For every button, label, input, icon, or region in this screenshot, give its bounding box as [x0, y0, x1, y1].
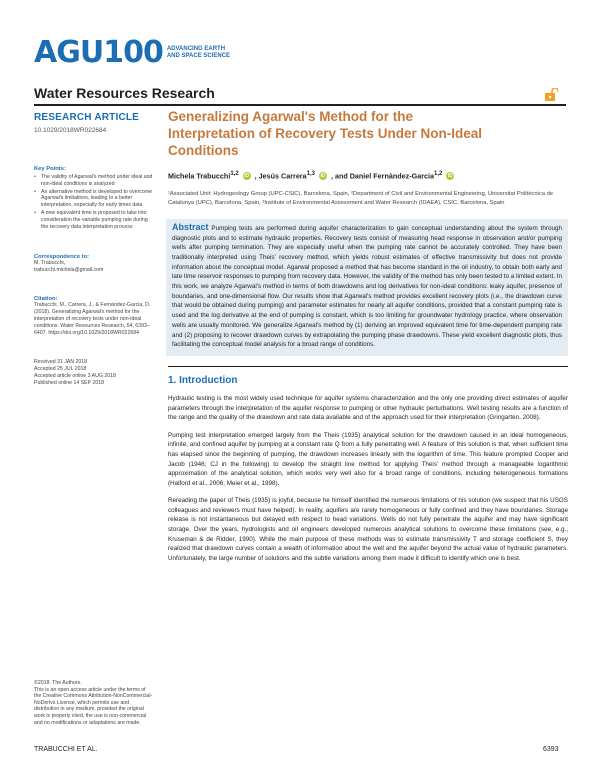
affiliations: ¹Associated Unit: Hydrogeology Group (UPC-CSIC), Barcelona, Spain, ²Department of Civil and Environmental Engineering, Universitat Politècnica de Catalunya (UPC), Barcelona, Spain, ³Institute of Environmental Assessment and Water Research (IDAEA), CSIC, Barcelona, Spain [168, 191, 554, 206]
correspondence-label: Correspondence to: [34, 254, 90, 261]
page-number: 6393 [543, 746, 559, 753]
body-paragraph: Rereading the paper of Theis (1935) is joyful, because he himself identified the numerous limitations of his solution (we suspect that his USGS colleagues and reviewers must have helped). In reality, aquifers are rarely homogeneous or fully confined and they have boundaries. Storage release is not instantaneous but delayed with respect to head variations. Wells do not fully penetrate the aquifer and may have significant storage. Over the years, hydrologists and oil engineers developed numerous analytical solutions to overcome these limitations (see, e.g., Kruseman & de Ridder, 1990). While the main purpose of these methods was to estimate transmissivity T and storage coefficient S, they realized that drawdown curves contain a wealth of information about the well and the aquifer beyond the actual value of hydraulic parameters. Unfortunately, the large number of solutions and the subtle variations among them made it difficult to identify which one is best. [168, 497, 568, 562]
license-text: This is an open access article under the terms of the Creative Commons Attribution-NonCommercial-NoDerivs License, which permits use and distribution in any medium, provided the original work is properly cited, the use is non-commercial and no modifications or adaptations are made. [34, 686, 153, 726]
citation-text: Trabucchi, M., Carrera, J., & Fernàndez-Garcia, D. (2018). Generalizing Agarwal's method for the interpretation of recovery tests under non-ideal conditions. Water Resources Research, 54, 6393–6407. https://doi.org/10.1029/2018WR022684 [34, 302, 151, 337]
key-point-item: • The validity of Agarwal's method under ideal and non-ideal conditions is analyzed [34, 174, 154, 188]
article-type: RESEARCH ARTICLE [34, 112, 140, 123]
logo-mark [34, 35, 163, 70]
date-published: Published online 14 SEP 2018 [34, 380, 104, 387]
logo-agu-text: AGU [34, 35, 104, 70]
key-points-list [34, 174, 154, 230]
correspondence-name: M. Trabucchi, [34, 260, 66, 267]
running-footer-authors: TRABUCCHI ET AL. [34, 746, 98, 753]
abstract-paragraph [172, 223, 562, 350]
page-header [0, 0, 600, 110]
article-title: Generalizing Agarwal's Method for the Interpretation of Recovery Tests Under Non-Ideal Conditions [168, 109, 483, 158]
abstract-box [166, 219, 568, 356]
logo-tagline: ADVANCING EARTH AND SPACE SCIENCE [166, 46, 231, 59]
citation-label: Citation: [34, 296, 58, 303]
key-point-item: • An alternative method is developed to overcome Agarwal's limitations, leading to a better interpretation, especially for early times data [34, 189, 154, 209]
body-paragraph: Pumping test interpretation emerged largely from the Theis (1935) analytical solution for the drawdown caused in an ideal homogeneous, infinite, and confined aquifer by pumping at a constant rate Q from a fully penetrating well. A feature of this solution is that, when sufficient time has elapsed since the beginning of pumping, the drawdown increases linearly with the logarithm of time. This feature prompted Cooper and Jacob (1946; CJ in the following) to develop the straight line method for applying Theis' method through a manageable logarithmic approximation of the analytical solution, which works very well also for a broad range of conditions, including heterogeneous formations (Halford et al., 2006; Meier et al., 1998). [168, 431, 568, 487]
abstract-label: Abstract [172, 221, 209, 232]
date-accepted-online: Accepted article online 3 AUG 2018 [34, 373, 116, 380]
journal-title: Water Resources Research [34, 85, 215, 101]
article-doi[interactable]: 10.1029/2018WR022684 [34, 127, 107, 134]
orcid-icon[interactable]: iD [320, 172, 326, 179]
date-accepted: Accepted 25 JUL 2018 [34, 366, 87, 373]
author-2: , Jesús Carrera$^{1,3}$ [254, 171, 315, 181]
correspondence-email[interactable]: trabucchi.michela@gmail.com [34, 267, 104, 274]
article-sidebar [34, 112, 154, 387]
article-main [168, 108, 568, 563]
logo-100-text: 100 [103, 35, 163, 70]
orcid-icon[interactable]: iD [244, 172, 250, 179]
section-divider [168, 366, 568, 367]
section-title-introduction: 1. Introduction [168, 374, 238, 386]
body-paragraph: Hydraulic testing is the most widely used technique for aquifer systems characterization and the only one providing direct estimates of aquifer parameters through the interpretation of the aquifer response to pumping or other hydraulic perturbations. Well testing results are a function of the range and the quality of the drawdown and rate data available and of the approach used for their interpretation (Gringarten, 2008). [168, 394, 568, 422]
key-points-label: Key Points: [34, 166, 66, 172]
date-received: Received 31 JAN 2018 [34, 359, 88, 366]
license-notice [34, 680, 154, 726]
author-3: , and Daniel Fernàndez-Garcia$^{1,2}$ [330, 171, 443, 181]
copyright-line: ©2018. The Authors. [34, 680, 82, 686]
agu100-logo [34, 35, 237, 70]
author-1: Michela Trabucchi$^{1,2}$ [168, 171, 239, 181]
key-point-item: • A new equivalent time is proposed to take into consideration the variable pumping rate during the recovery data interpretation process [34, 210, 154, 230]
abstract-text: Pumping tests are performed during aquifer characterization to gain conceptual understanding about the system through diagnostic plots and to estimate hydraulic properties. Recovery tests consist of measuring head response in observation and/or pumping wells after pumping termination. They are especially useful when the pumping rate cannot be accurately controlled. They have been traditionally interpreted using Theis' recovery method, which yields robust estimates of effective transmissivity but does not provide information about the conceptual model. Agarwal proposed a method that has become standard in the oil industry, to obtain both early and late time reservoir responses to pumping from recovery data. However, the validity of the method has only been tested to a limited extent. In this work, we analyze Agarwal's method in terms of both drawdowns and log derivatives for non-ideal conditions: leaky aquifer, presence of boundaries, and one-dimensional flow. Our results show that Agarwal's method provides excellent recovery plots (i.e., the drawdown curve that would be obtained during pumping) and parameter estimates for nearly all aquifer conditions, provided that a constant pumping rate is used and the log derivative at the end of pumping is constant, which is too limiting for groundwater hydrology practice, where observation wells are usually monitored. We generalize Agarwal's method by (1) deriving an improved equivalent time for time-dependent pumping rate and (2) proposing to recover drawdown curves by extrapolating the pumping phase drawdowns. These yield excellent diagnostic plots, thus facilitating the conceptual model analysis for a broad range of conditions. [172, 224, 562, 349]
publication-dates [34, 359, 154, 387]
header-divider [34, 104, 566, 106]
orcid-icon[interactable]: iD [447, 172, 453, 179]
open-access-lock-icon [544, 88, 558, 101]
author-list [168, 171, 568, 180]
